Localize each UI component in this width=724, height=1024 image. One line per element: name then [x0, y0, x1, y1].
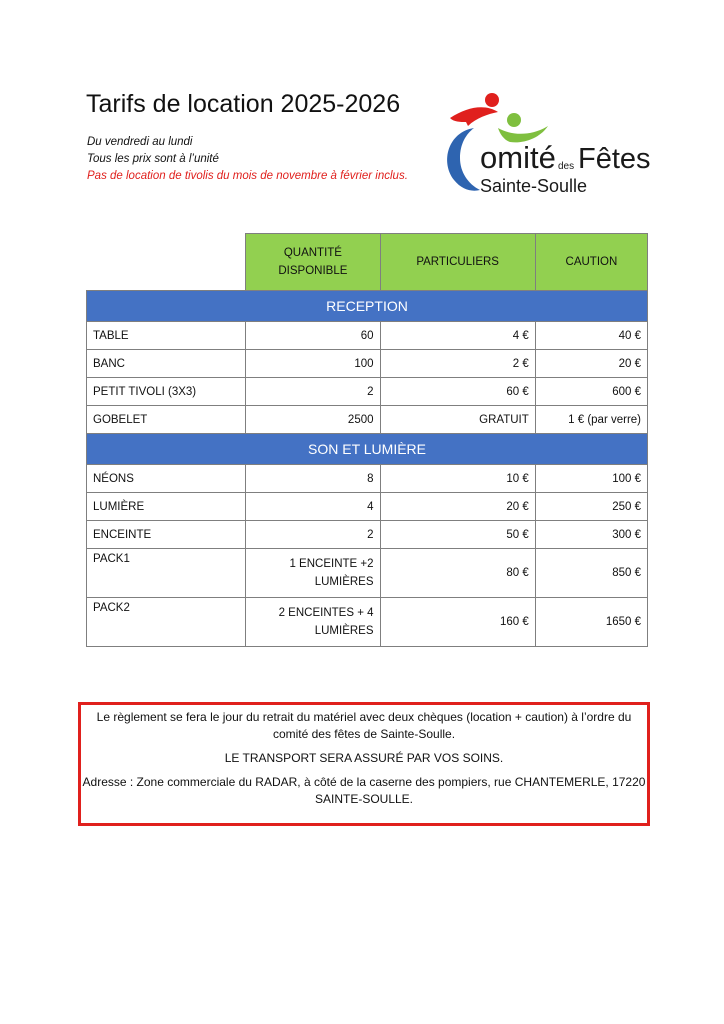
section-title: SON ET LUMIÈRE [87, 434, 648, 465]
notice-payment: Le règlement se fera le jour du retrait du matériel avec deux chèques (location + caution) à l’ordre du comité des fêtes de Sainte-Soulle. [96, 710, 632, 741]
item-price: 50 € [380, 521, 535, 549]
item-name: PACK2 [87, 598, 246, 647]
logo-blue-c-icon [447, 128, 480, 191]
table-row [87, 406, 648, 434]
item-deposit: 850 € [535, 549, 647, 598]
header-notes [87, 134, 408, 185]
table-row [87, 322, 648, 350]
item-name: PACK1 [87, 549, 246, 598]
logo-red-head-icon [485, 93, 499, 107]
logo-text-comite: omité [480, 140, 556, 175]
item-price: 80 € [380, 549, 535, 598]
item-price: 60 € [380, 378, 535, 406]
section-header-reception [87, 291, 648, 322]
header-particuliers: PARTICULIERS [380, 234, 535, 291]
item-deposit: 20 € [535, 350, 647, 378]
item-price: 2 € [380, 350, 535, 378]
item-name: TABLE [87, 322, 246, 350]
header-caution: CAUTION [535, 234, 647, 291]
table-header-row [87, 234, 648, 291]
notice-box [78, 702, 650, 826]
item-name: GOBELET [87, 406, 246, 434]
table-row [87, 598, 648, 647]
item-quantity: 2 [246, 521, 380, 549]
logo-green-head-icon [507, 113, 521, 127]
logo-text-des: des [558, 161, 575, 172]
item-deposit: 100 € [535, 465, 647, 493]
item-price: 10 € [380, 465, 535, 493]
logo-text-place: Sainte-Soulle [480, 176, 588, 196]
item-deposit: 600 € [535, 378, 647, 406]
pricing-table [86, 233, 648, 647]
comite-des-fetes-logo [440, 92, 660, 202]
item-quantity: 4 [246, 493, 380, 521]
item-price: 20 € [380, 493, 535, 521]
notice-transport: LE TRANSPORT SERA ASSURÉ PAR VOS SOINS. [224, 751, 504, 765]
item-price: 160 € [380, 598, 535, 647]
page-title: Tarifs de location 2025-2026 [86, 90, 401, 118]
item-quantity: 2 ENCEINTES + 4 LUMIÈRES [246, 598, 380, 647]
item-name: BANC [87, 350, 246, 378]
item-price: 4 € [380, 322, 535, 350]
table-row [87, 350, 648, 378]
item-name: PETIT TIVOLI (3X3) [87, 378, 246, 406]
item-deposit: 250 € [535, 493, 647, 521]
table-row [87, 493, 648, 521]
table-row [87, 465, 648, 493]
item-name: NÉONS [87, 465, 246, 493]
notice-address: Adresse : Zone commerciale du RADAR, à côté de la caserne des pompiers, rue CHANTEMERLE, 17220 SAINTE-SOULLE. [82, 775, 646, 806]
item-deposit: 1650 € [535, 598, 647, 647]
section-title: RECEPTION [87, 291, 648, 322]
item-deposit: 300 € [535, 521, 647, 549]
table-row [87, 378, 648, 406]
note-units: Tous les prix sont à l’unité [87, 153, 219, 165]
item-quantity: 8 [246, 465, 380, 493]
item-quantity: 2 [246, 378, 380, 406]
item-quantity: 60 [246, 322, 380, 350]
table-row [87, 549, 648, 598]
item-quantity: 1 ENCEINTE +2 LUMIÈRES [246, 549, 380, 598]
note-days: Du vendredi au lundi [87, 136, 193, 148]
header-quantity: QUANTITÉ DISPONIBLE [246, 234, 380, 291]
item-quantity: 100 [246, 350, 380, 378]
header-empty-cell [87, 234, 246, 291]
item-deposit: 40 € [535, 322, 647, 350]
item-price: GRATUIT [380, 406, 535, 434]
table-row [87, 521, 648, 549]
item-name: ENCEINTE [87, 521, 246, 549]
logo-red-arms-icon [450, 107, 498, 126]
note-warning: Pas de location de tivolis du mois de novembre à février inclus. [87, 170, 408, 182]
item-quantity: 2500 [246, 406, 380, 434]
section-header-son-et-lumiere [87, 434, 648, 465]
item-deposit: 1 € (par verre) [535, 406, 647, 434]
logo-text-fetes: Fêtes [578, 143, 651, 175]
item-name: LUMIÈRE [87, 493, 246, 521]
